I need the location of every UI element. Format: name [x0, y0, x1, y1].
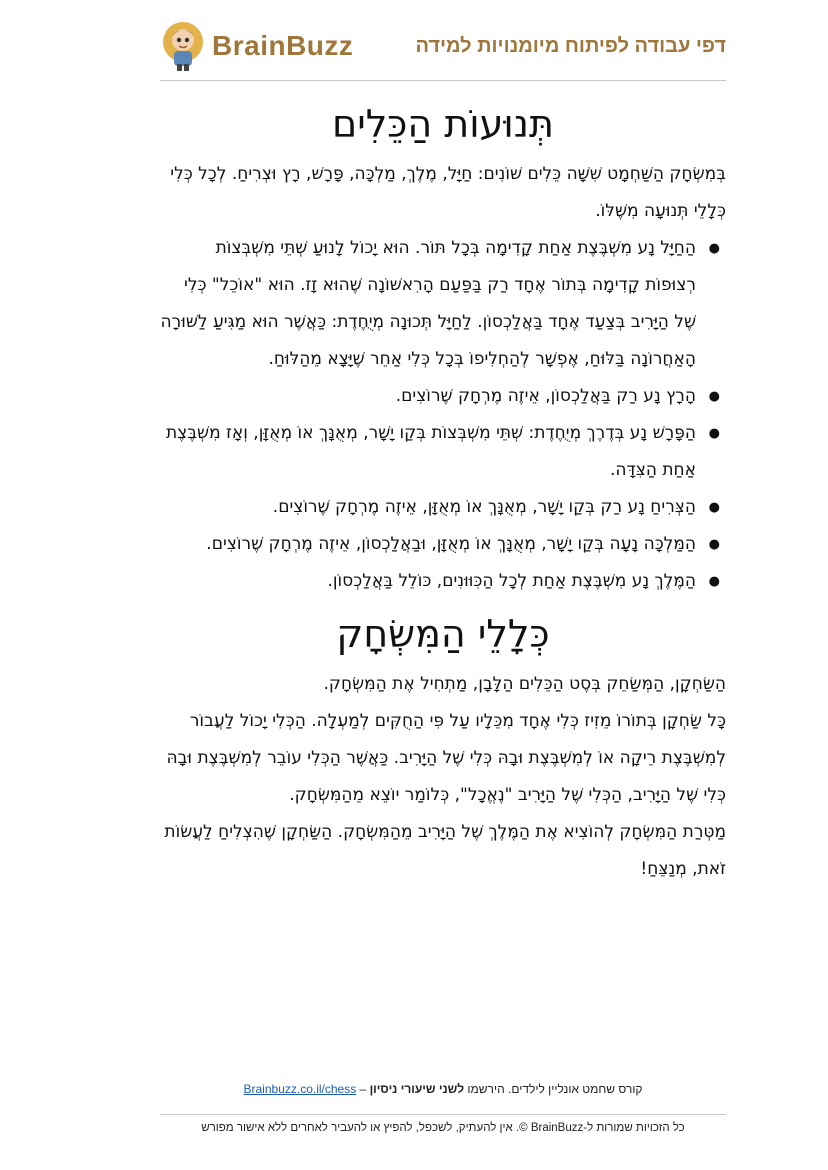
main-content	[160, 92, 726, 888]
list-item-bishop: ● הָרָץ נָע רַק בַּאֲלַכְסוֹן, אֵיזֶה מֶרְחָק שֶׁרוֹצִים.	[160, 378, 696, 415]
footer-divider	[160, 1114, 726, 1115]
course-link[interactable]: Brainbuzz.co.il/chess	[243, 1082, 357, 1096]
course-bold-text: לשני שיעורי ניסיון	[369, 1082, 465, 1096]
section-title-piece-moves: תְּנוּעוֹת הַכֵּלִים	[332, 102, 554, 146]
piece-moves-list	[160, 230, 726, 600]
list-item-knight: ● הַפָּרָשׁ נָע בְּדֶרֶךְ מְיֻחֶדֶת: שְׁתֵּי מִשְׁבְּצוֹת בְּקַו יָשָׁר, מְאֻנָּךְ אוֹ מְאֻזָּן, וְאָז מִשְׁבֶּצֶת אַחַת הַצִּדָּה.	[160, 415, 696, 489]
list-item-rook: ● הַצְּרִיחַ נָע רַק בְּקַו יָשָׁר, מְאֻנָּךְ אוֹ מְאֻזָּן, אֵיזֶה מֶרְחָק שֶׁרוֹצִים.	[160, 489, 696, 526]
mascot-icon	[160, 20, 206, 72]
logo-text: BrainBuzz	[212, 30, 354, 61]
list-item-king: ● הַמֶּלֶךְ נָע מִשְׁבֶּצֶת אַחַת לְכָל הַכִּוּוּנִים, כּוֹלֵל בַּאֲלַכְסוֹן.	[160, 563, 696, 600]
header-divider	[160, 80, 726, 81]
course-promo	[160, 1082, 726, 1096]
rules-paragraph-2: כָּל שַׂחְקָן בְּתוֹרוֹ מֵזִיז כְּלִי אֶחָד מִכֵּלָיו עַל פִּי הַחֻקִּים לְמַעְלָה. הַכְּלִי יָכוֹל לַעֲבוֹר לְמִשְׁבֶּצֶת רֵיקָה אוֹ לְמִשְׁבֶּצֶת וּבָהּ כְּלִי שֶׁל הַיָּרִיב. כַּאֲשֶׁר הַכְּלִי עוֹבֵר לְמִשְׁבֶּצֶת וּבָהּ כְּלִי שֶׁל הַיָּרִיב, הַכְּלִי שֶׁל הַיָּרִיב "נֶאֱכָל", כְּלוֹמַר יוֹצֵא מֵהַמִּשְׂחָק.	[166, 711, 726, 805]
rules-paragraph-3: מַטְּרַת הַמִּשְׂחָק לְהוֹצִיא אֶת הַמֶּלֶךְ שֶׁל הַיָּרִיב מֵהַמִּשְׂחָק. הַשַּׂחְקָן שֶׁהִצְלִיחַ לַעֲשׂוֹת זֹאת, מְנַצֵּחַ!	[164, 822, 726, 879]
worksheet-title: דפי עבודה לפיתוח מיומנויות למידה	[415, 34, 726, 57]
rules-paragraph-1: הַשַּׂחְקָן, הַמְּשַׂחֵק בְּסֶט הַכֵּלִים הַלָּבָן, מַתְחִיל אֶת הַמִּשְׂחָק.	[323, 674, 726, 694]
course-dash: –	[356, 1082, 370, 1096]
list-item-pawn: ● הַחַיָּל נָע מִשְׁבֶּצֶת אַחַת קָדִימָה בְּכָל תּוֹר. הוּא יָכוֹל לָנוּעַ שְׁתֵּי מִשְׁבְּצוֹת רְצוּפוֹת קָדִימָה בְּתוֹר אֶחָד רַק בַּפַּעַם הָרִאשׁוֹנָה שֶׁהוּא זָז. הוּא "אוֹכֵל" כְּלִי שֶׁל הַיָּרִיב בְּצַעַד אֶחָד בַּאֲלַכְסוֹן. לַחַיָּל תְּכוּנָה מְיֻחֶדֶת: כַּאֲשֶׁר הוּא מַגִּיעַ לַשּׁוּרָה הָאַחֲרוֹנָה בַּלּוּחַ, אֶפְשָׁר לְהַחְלִיפוֹ בְּכָל כְּלִי אַחֵר שֶׁיָּצָא מֵהַלּוּחַ.	[160, 230, 696, 378]
intro-paragraph: בְּמִשְׂחָק הַשַּׁחְמָט שִׁשָּׁה כֵּלִים שׁוֹנִים: חַיָּל, מֶלֶךְ, מַלְכָּה, פָּרָשׁ, רָץ וּצְרִיחַ. לְכָל כְּלִי כְּלָלֵי תְּנוּעָה מִשֶּׁלּוֹ.	[170, 164, 726, 221]
list-item-queen: ● הַמַּלְכָּה נָעָה בְּקַו יָשָׁר, מְאֻנָּךְ אוֹ מְאֻזָּן, וּבַאֲלַכְסוֹן, אֵיזֶה מֶרְחָק שֶׁרוֹצִים.	[160, 526, 696, 563]
section-title-game-rules: כְּלָלֵי הַמִּשְׂחָק	[336, 612, 550, 656]
course-text: קורס שחמט אונליין לילדים. הירשמו	[464, 1082, 643, 1096]
page-header	[160, 14, 726, 78]
brainbuzz-logo	[160, 20, 353, 72]
copyright-notice: כל הזכויות שמורות ל-BrainBuzz ©. אין להעתיק, לשכפל, להפיץ או להעביר לאחרים ללא אישור מפורש	[201, 1122, 685, 1134]
